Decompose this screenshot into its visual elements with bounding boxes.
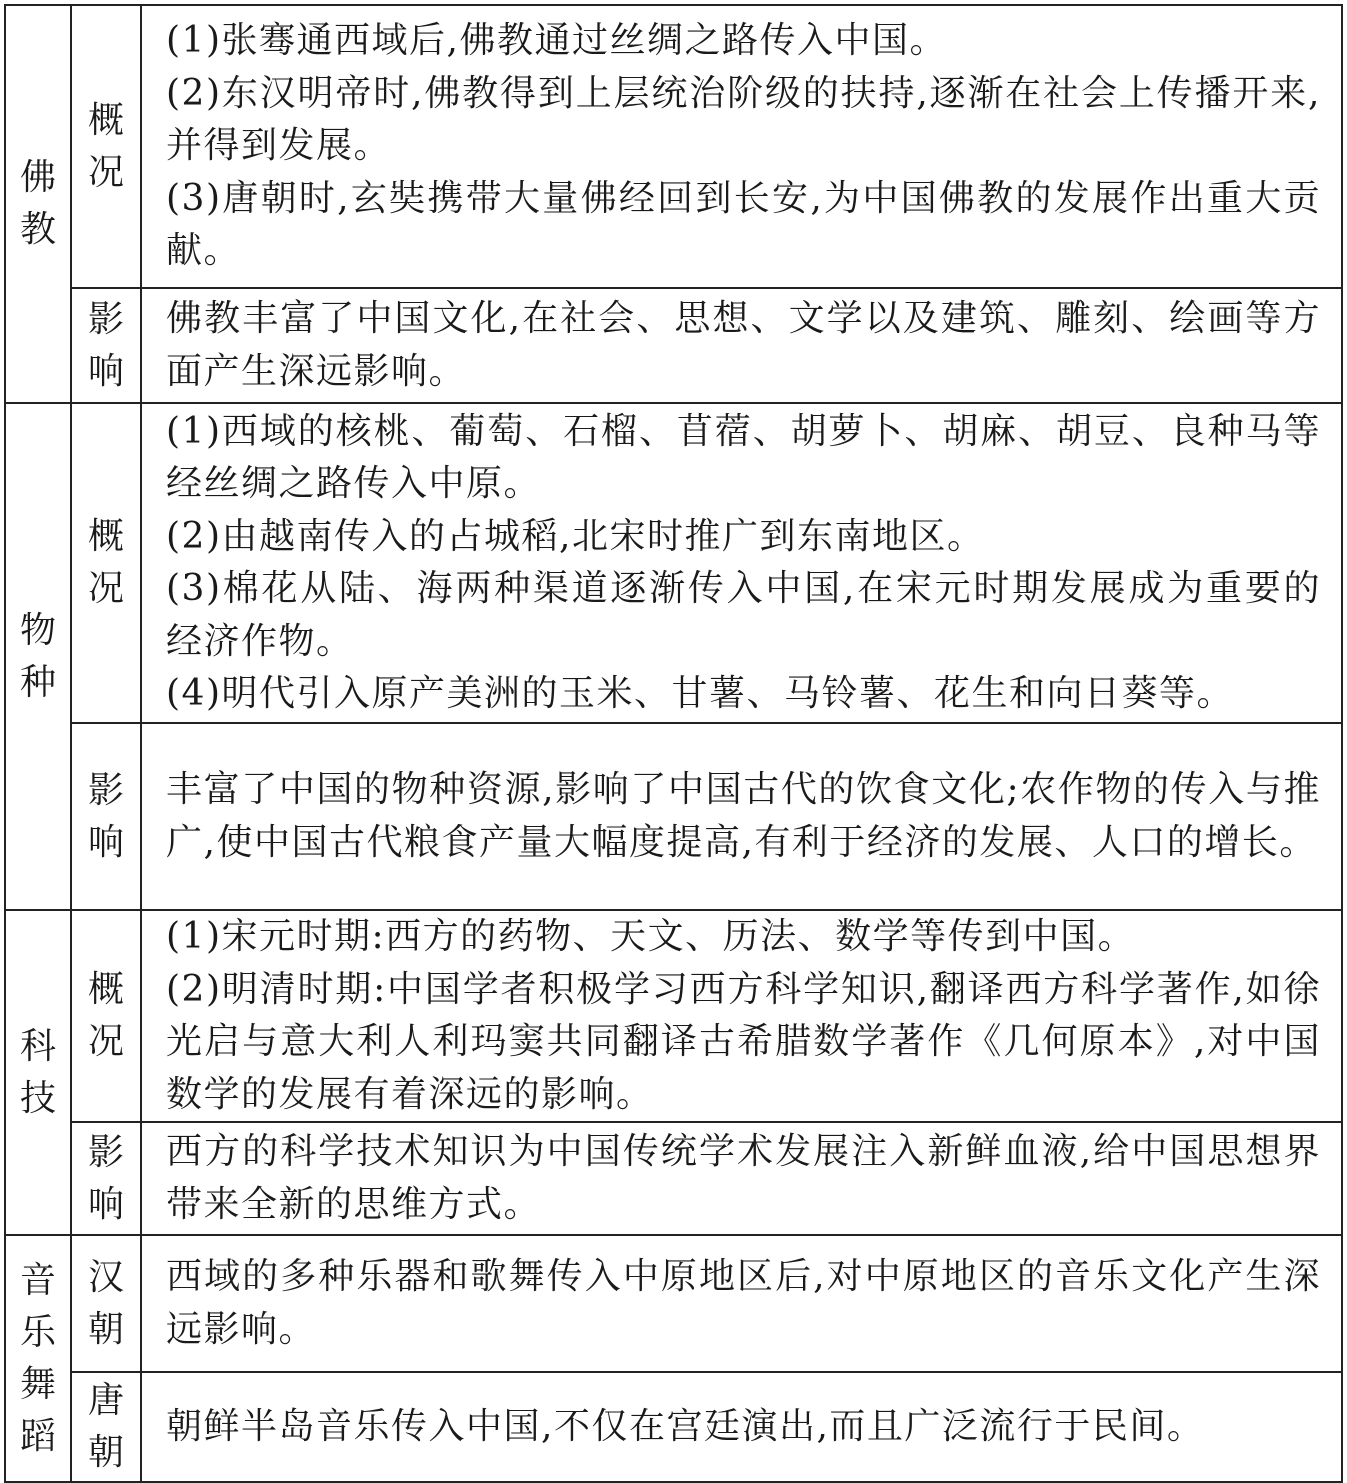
sub-label-han-dynasty: 汉 朝: [71, 1235, 141, 1372]
content-buddhism-overview: [141, 5, 1342, 288]
sub-label-overview: 概 况: [71, 5, 141, 288]
content-music-tang: [141, 1372, 1342, 1482]
table-row: [5, 5, 1342, 288]
content-line: 西方的科学技术知识为中国传统学术发展注入新鲜血液,给中国思想界带来全新的思维方式。: [166, 1131, 1321, 1225]
content-species-impact: [141, 723, 1342, 910]
content-line: (4)明代引入原产美洲的玉米、甘薯、马铃薯、花生和向日葵等。: [166, 673, 1234, 714]
table-row: [5, 1122, 1342, 1235]
content-music-han: [141, 1235, 1342, 1372]
sub-label-impact: 影 响: [71, 723, 141, 910]
table-row: [5, 910, 1342, 1122]
content-line: 丰富了中国的物种资源,影响了中国古代的饮食文化;农作物的传入与推广,使中国古代粮食产量大幅度提高,有利于经济的发展、人口的增长。: [166, 769, 1321, 863]
content-line: (3)棉花从陆、海两种渠道逐渐传入中国,在宋元时期发展成为重要的经济作物。: [166, 568, 1321, 662]
table-row: [5, 1235, 1342, 1372]
content-buddhism-impact: [141, 288, 1342, 403]
content-line: (2)东汉明帝时,佛教得到上层统治阶级的扶持,逐渐在社会上传播开来,并得到发展。: [166, 72, 1321, 167]
content-line: (1)宋元时期:西方的药物、天文、历法、数学等传到中国。: [166, 916, 1136, 957]
category-music-dance: 音 乐 舞 蹈: [5, 1235, 71, 1482]
table-row: [5, 723, 1342, 910]
content-line: 朝鲜半岛音乐传入中国,不仅在宫廷演出,而且广泛流行于民间。: [166, 1405, 1205, 1447]
content-line: (2)由越南传入的占城稻,北宋时推广到东南地区。: [166, 515, 985, 557]
content-line: (3)唐朝时,玄奘携带大量佛经回到长安,为中国佛教的发展作出重大贡献。: [166, 177, 1321, 272]
sub-label-tang-dynasty: 唐 朝: [71, 1372, 141, 1482]
table-row: [5, 403, 1342, 723]
content-species-overview: [141, 403, 1342, 723]
cultural-exchange-table: [4, 4, 1343, 1483]
content-line: 西域的多种乐器和歌舞传入中原地区后,对中原地区的音乐文化产生深远影响。: [166, 1256, 1321, 1350]
sub-label-impact: 影 响: [71, 288, 141, 403]
content-technology-impact: [141, 1122, 1342, 1235]
content-line: (1)张骞通西域后,佛教通过丝绸之路传入中国。: [166, 20, 947, 62]
category-technology: 科 技: [5, 910, 71, 1235]
table-row: [5, 288, 1342, 403]
table-row: [5, 1372, 1342, 1482]
category-buddhism: 佛 教: [5, 5, 71, 403]
content-line: 佛教丰富了中国文化,在社会、思想、文学以及建筑、雕刻、绘画等方面产生深远影响。: [166, 298, 1321, 392]
sub-label-impact: 影 响: [71, 1122, 141, 1235]
content-line: (2)明清时期:中国学者积极学习西方科学知识,翻译西方科学著作,如徐光启与意大利人利玛窦共同翻译古希腊数学著作《几何原本》,对中国数学的发展有着深远的影响。: [166, 968, 1321, 1115]
category-species: 物 种: [5, 403, 71, 910]
sub-label-overview: 概 况: [71, 403, 141, 723]
content-line: (1)西域的核桃、葡萄、石榴、苜蓿、胡萝卜、胡麻、胡豆、良种马等经丝绸之路传入中原。: [166, 410, 1321, 504]
content-technology-overview: [141, 910, 1342, 1122]
sub-label-overview: 概 况: [71, 910, 141, 1122]
